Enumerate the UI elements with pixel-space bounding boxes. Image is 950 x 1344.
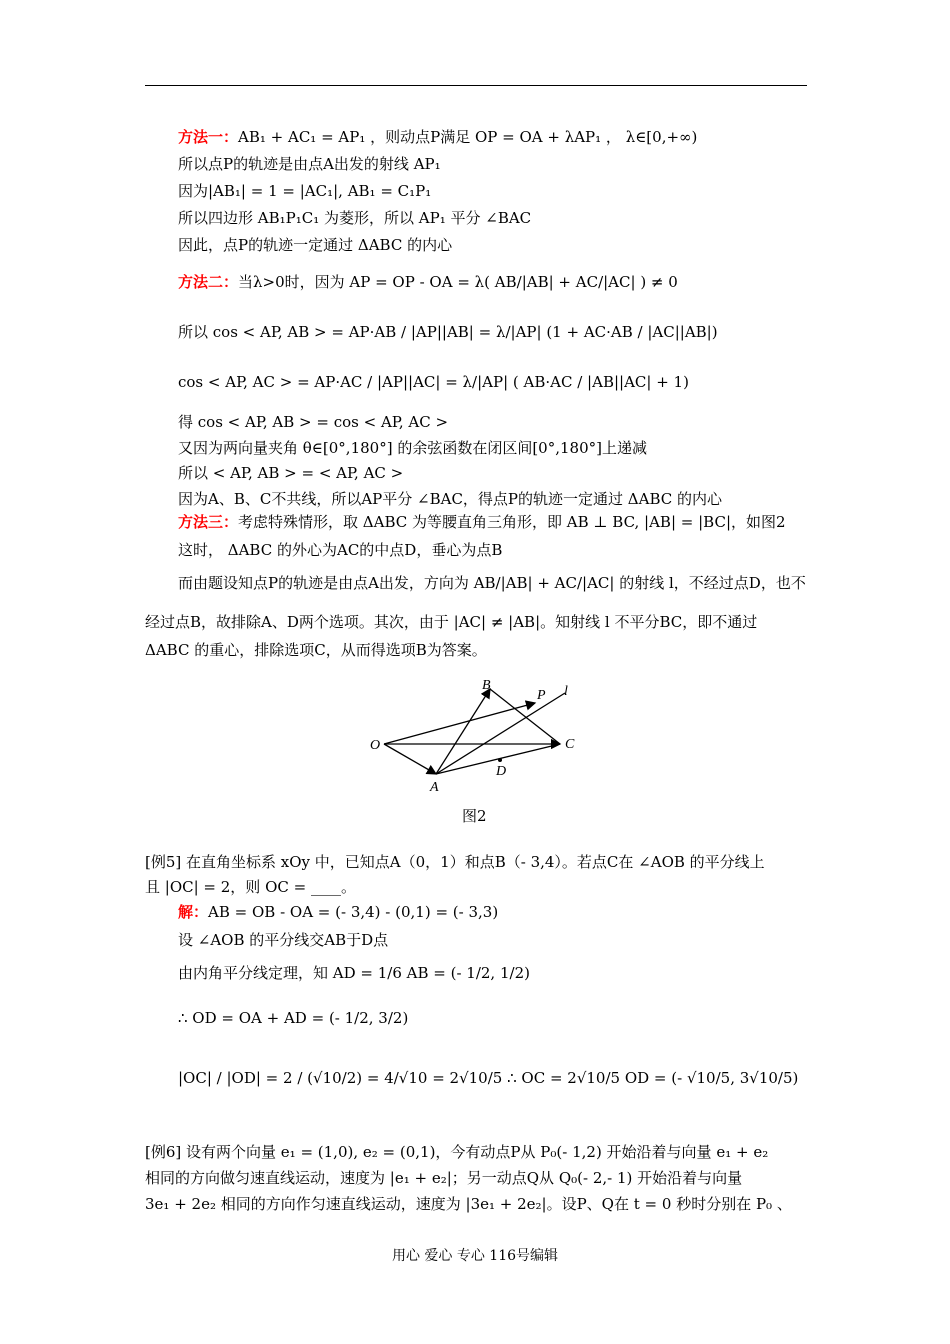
method2-line6: 所以 < AP, AB > = < AP, AC > (178, 464, 404, 482)
method2-line7: 因为A、B、C不共线，所以AP平分 ∠BAC，得点P的轨迹一定通过 ΔABC 的内心 (178, 490, 723, 508)
figure-2-diagram (360, 675, 590, 800)
example5-solution-line3: 由内角平分线定理，知 AD = 1/6 AB = (- 1/2, 1/2) (178, 964, 530, 982)
example5-solution-line2: 设 ∠AOB 的平分线交AB于D点 (178, 931, 389, 949)
method3-line2: 这时， ΔABC 的外心为AC的中点D，垂心为点B (178, 541, 503, 559)
example5-line2: 且 |OC| = 2，则 OC = ____。 (145, 878, 356, 896)
page-footer: 用心 爱心 专心 116号编辑 (391, 1248, 559, 1264)
label-O: O (370, 738, 381, 753)
method1-line1 (178, 127, 697, 147)
method2-text1: 当λ>0时，因为 AP = OP - OA = λ( AB/|AB| + AC/|AC| ) ≠ 0 (238, 273, 678, 291)
method2-line1 (178, 272, 678, 292)
example6-line2: 相同的方向做匀速直线运动，速度为 |e₁ + e₂|；另一动点Q从 Q₀(- 2,- 1) 开始沿着与向量 (145, 1169, 743, 1187)
method3-line3: 而由题设知点P的轨迹是由点A出发，方向为 AB/|AB| + AC/|AC| 的射线 l，不经过点D，也不 (178, 574, 806, 592)
method3-line4: 经过点B，故排除A、D两个选项。其次，由于 |AC| ≠ |AB|。知射线 l 不平分BC，即不通过 (145, 613, 758, 631)
segment-BC (490, 689, 560, 744)
label-B: B (482, 678, 491, 693)
label-A: A (430, 780, 439, 795)
solution-text1: AB = OB - OA = (- 3,4) - (0,1) = (- 3,3) (208, 903, 499, 921)
method1-line5: 因此，点P的轨迹一定通过 ΔABC 的内心 (178, 236, 453, 254)
label-D: D (496, 764, 507, 779)
header-rule (145, 85, 807, 86)
solution-label: 解： (178, 903, 209, 921)
example5-solution-line5: |OC| / |OD| = 2 / (√10/2) = 4/√10 = 2√10/5 ∴ OC = 2√10/5 OD = (- √10/5, 3√10/5) (178, 1069, 799, 1087)
example6-line3: 3e₁ + 2e₂ 相同的方向作匀速直线运动，速度为 |3e₁ + 2e₂|。设P、Q在 t = 0 秒时分别在 P₀ 、 (145, 1195, 792, 1213)
method1-line4: 所以四边形 AB₁P₁C₁ 为菱形，所以 AP₁ 平分 ∠BAC (178, 209, 532, 227)
example5-solution-line1 (178, 902, 498, 922)
method1-label: 方法一： (178, 128, 239, 146)
vector-OA (384, 744, 436, 774)
method2-line4: 得 cos < AP, AB > = cos < AP, AC > (178, 413, 449, 431)
method2-line3: cos < AP, AC > = AP·AC / |AP||AC| = λ/|AP| ( AB·AC / |AB||AC| + 1) (178, 373, 689, 391)
method1-line2: 所以点P的轨迹是由点A出发的射线 AP₁ (178, 155, 441, 173)
method1-text1: AB₁ + AC₁ = AP₁ ，则动点P满足 OP = OA + λAP₁ ， λ∈[0,+∞) (238, 128, 698, 146)
label-C: C (565, 737, 575, 752)
method3-line1 (178, 512, 786, 532)
method2-line5: 又因为两向量夹角 θ∈[0°,180°] 的余弦函数在闭区间[0°,180°]上递减 (178, 439, 647, 457)
example5-solution-line4: ∴ OD = OA + AD = (- 1/2, 3/2) (178, 1009, 409, 1027)
method1-line3: 因为|AB₁| = 1 = |AC₁|, AB₁ = C₁P₁ (178, 182, 432, 200)
example6-line1: [例6] 设有两个向量 e₁ = (1,0), e₂ = (0,1)，今有动点P从 P₀(- 1,2) 开始沿着与向量 e₁ + e₂ (145, 1143, 769, 1161)
method3-label: 方法三： (178, 513, 239, 531)
label-P: P (537, 688, 546, 703)
example5-line1: [例5] 在直角坐标系 xOy 中，已知点A（0，1）和点B（- 3,4）。若点C在 ∠AOB 的平分线上 (145, 853, 765, 871)
method3-line5: ΔABC 的重心，排除选项C，从而得选项B为答案。 (145, 641, 487, 659)
method3-text1: 考虑特殊情形，取 ΔABC 为等腰直角三角形，即 AB ⊥ BC, |AB| = |BC|，如图2 (238, 513, 786, 531)
vector-AB (436, 689, 490, 774)
point-D (498, 758, 502, 762)
method2-label: 方法二： (178, 273, 239, 291)
method2-line2: 所以 cos < AP, AB > = AP·AB / |AP||AB| = λ/|AP| (1 + AC·AB / |AC||AB|) (178, 323, 718, 341)
label-l: l (564, 684, 568, 699)
figure-caption: 图2 (462, 807, 487, 825)
